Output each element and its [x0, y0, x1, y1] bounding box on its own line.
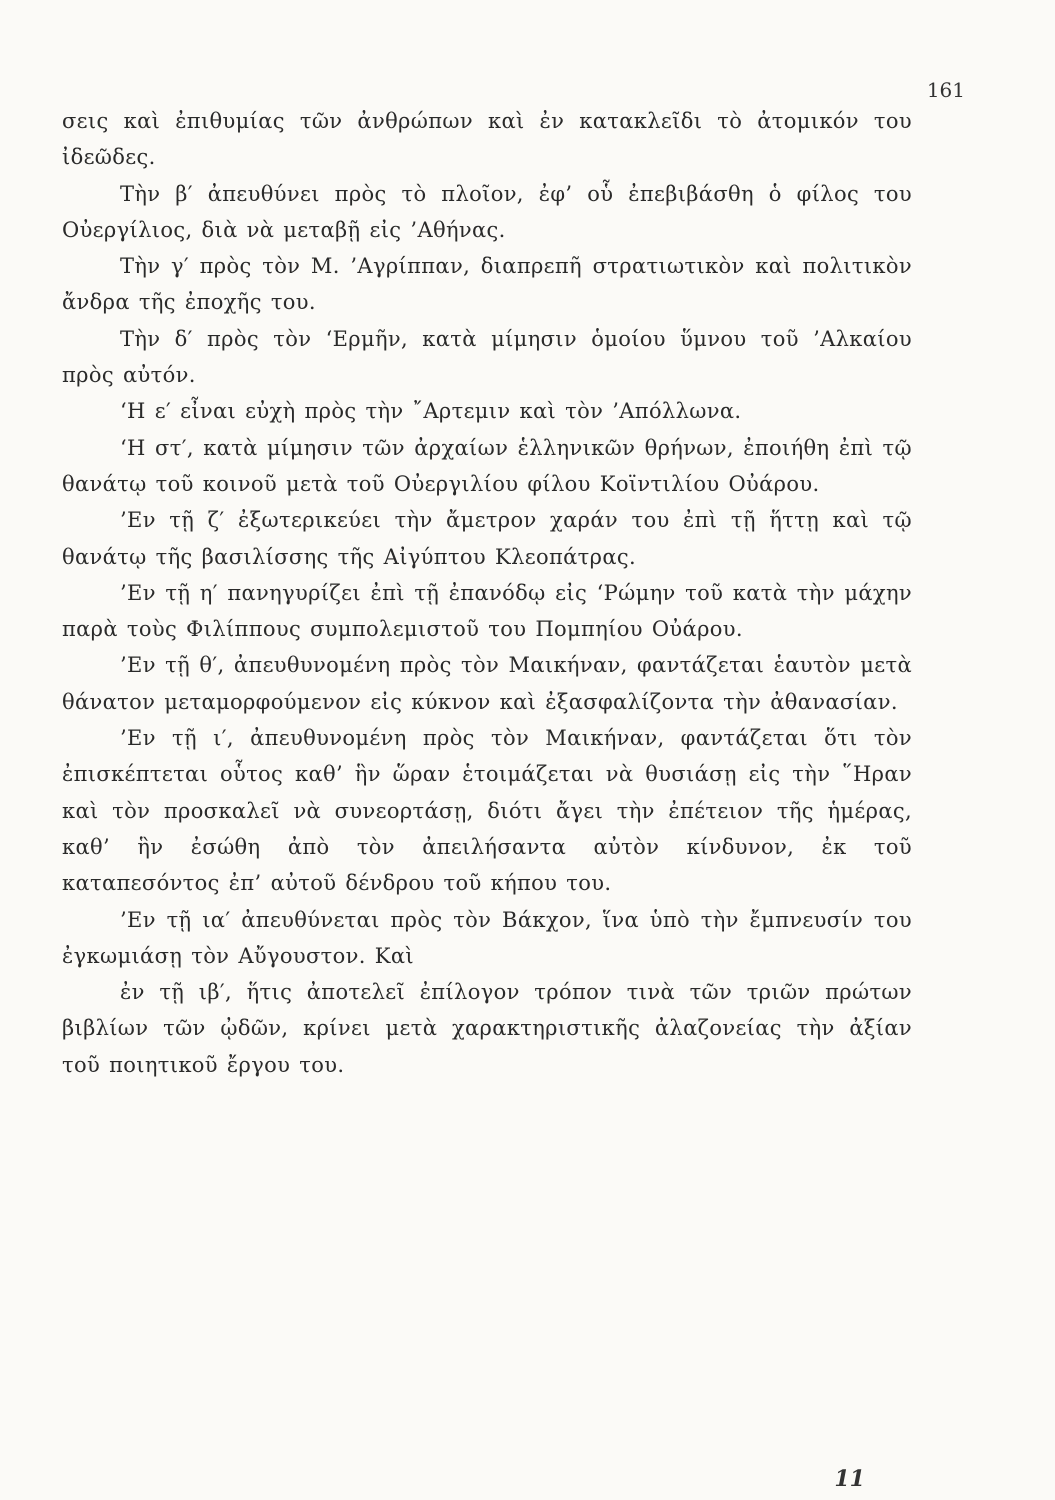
paragraph: σεις καὶ ἐπιθυμίας τῶν ἀνθρώπων καὶ ἐν κατακλεῖδι τὸ ἀτομικόν του ἰδεῶδες.: [62, 109, 912, 170]
paragraph: ‘Η ε′ εἶναι εὐχὴ πρὸς τὴν ῎Αρτεμιν καὶ τὸν ’Απόλλωνα.: [120, 399, 742, 424]
paragraph: Τὴν δ′ πρὸς τὸν ‘Ερμῆν, κατὰ μίμησιν ὁμοίου ὕμνου τοῦ ’Αλκαίου πρὸς αὐτόν.: [62, 326, 912, 388]
page-number: 161: [926, 78, 965, 102]
paragraph: ’Εν τῇ θ′, ἀπευθυνομένη πρὸς τὸν Μαικήναν, φαντάζεται ἑαυτὸν μετὰ θάνατον μεταμορφούμενον εἰς κύκνον καὶ ἐξασφαλίζοντα τὴν ἀθανασίαν.: [62, 653, 912, 714]
body-text: [62, 103, 912, 1083]
paragraph: Τὴν β′ ἀπευθύνει πρὸς τὸ πλοῖον, ἐφ’ οὗ ἐπεβιβάσθη ὁ φίλος του Οὐεργίλιος, διὰ νὰ μεταβῇ εἰς ’Αθήνας.: [62, 181, 912, 242]
paragraph: Τὴν γ′ πρὸς τὸν Μ. ’Αγρίππαν, διαπρεπῆ στρατιωτικὸν καὶ πολιτικὸν ἄνδρα τῆς ἐποχῆς του.: [62, 254, 912, 315]
paragraph: ’Εν τῇ η′ πανηγυρίζει ἐπὶ τῇ ἐπανόδῳ εἰς ‘Ρώμην τοῦ κατὰ τὴν μάχην παρὰ τοὺς Φιλίππους συμπολεμιστοῦ του Πομπηίου Οὐάρου.: [62, 580, 912, 642]
paragraph: ’Εν τῇ ι′, ἀπευθυνομένη πρὸς τὸν Μαικήναν, φαντάζεται ὅτι τὸν ἐπισκέπτεται οὗτος καθ’ ἣν ὥραν ἑτοιμάζεται νὰ θυσιάσῃ εἰς τὴν ῞Ηραν καὶ τὸν προσκαλεῖ νὰ συνεορτάσῃ, διότι ἄγει τὴν ἐπέτειον τῆς ἡμέρας, καθ’ ἣν ἐσώθη ἀπὸ τὸν ἀπειλήσαντα αὐτὸν κίνδυνον, ἐκ τοῦ καταπεσόντος ἐπ’ αὐτοῦ δένδρου τοῦ κήπου του.: [62, 726, 912, 896]
signature-mark: 11: [834, 1466, 865, 1492]
paragraph: ’Εν τῇ ζ′ ἐξωτερικεύει τὴν ἄμετρον χαράν του ἐπὶ τῇ ἥττῃ καὶ τῷ θανάτῳ τῆς βασιλίσσης τῆς Αἰγύπτου Κλεοπάτρας.: [62, 508, 912, 569]
paragraph: ’Εν τῇ ια′ ἀπευθύνεται πρὸς τὸν Βάκχον, ἵνα ὑπὸ τὴν ἔμπνευσίν του ἐγκωμιάσῃ τὸν Αὔγουστον. Καὶ: [62, 907, 912, 968]
paragraph: ἐν τῇ ιβ′, ἥτις ἀποτελεῖ ἐπίλογον τρόπον τινὰ τῶν τριῶν πρώτων βιβλίων τῶν ᾠδῶν, κρίνει μετὰ χαρακτηριστικῆς ἀλαζονείας τὴν ἀξίαν τοῦ ποιητικοῦ ἔργου του.: [62, 980, 912, 1077]
paragraph: ‘Η στ′, κατὰ μίμησιν τῶν ἀρχαίων ἑλληνικῶν θρήνων, ἐποιήθη ἐπὶ τῷ θανάτῳ τοῦ κοινοῦ μετὰ τοῦ Οὐεργιλίου φίλου Κοϊντιλίου Οὐάρου.: [62, 435, 912, 496]
